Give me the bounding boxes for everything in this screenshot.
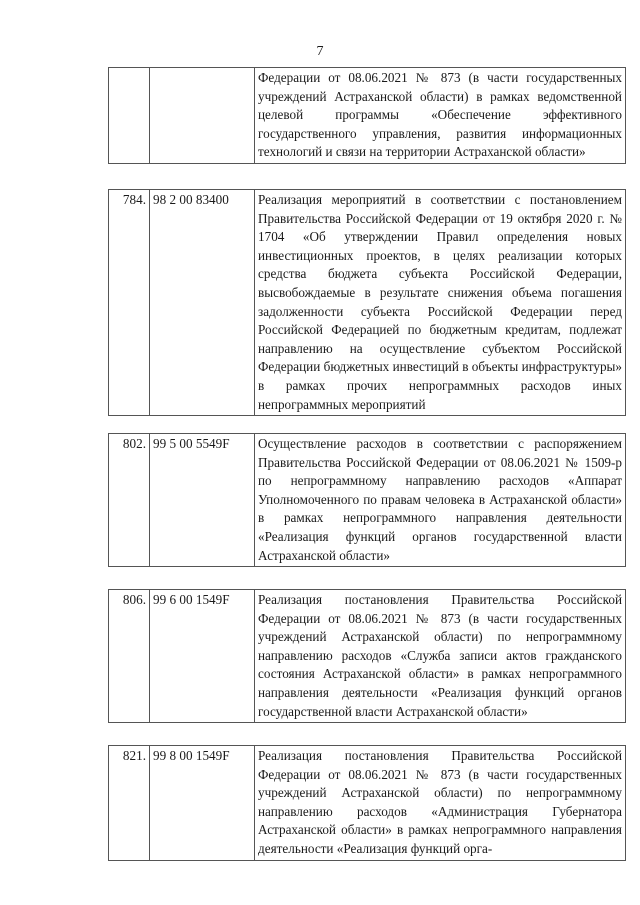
description-cell: Реализация постановления Правительства Российской Федерации от 08.06.2021 № 873 (в части государственных учреждений Астраханской области) по непрограммному направлению расходов «Служба записи актов гражданского состояния Астраханской области» в рамках непрограммного направления деятельности «Реализация функций органов государственной власти Астраханской области» [255, 590, 626, 723]
budget-table-784 [108, 189, 626, 416]
description-cell: Федерации от 08.06.2021 № 873 (в части государственных учреждений Астраханской области) в рамках ведомственной целевой программы «Обеспечение эффективного государственного управления, развития информационных технологий и связи на территории Астраханской области» [255, 68, 626, 164]
row-number-cell [109, 68, 150, 164]
budget-code-cell [150, 68, 255, 164]
table-row [109, 434, 626, 567]
budget-table-continued [108, 67, 626, 164]
table-row [109, 68, 626, 164]
page-number: 7 [316, 44, 324, 59]
budget-table-802 [108, 433, 626, 567]
budget-table-821 [108, 745, 626, 861]
table-row [109, 746, 626, 861]
description-cell: Осуществление расходов в соответствии с распоряжением Правительства Российской Федерации от 08.06.2021 № 1509-р по непрограммному направлению расходов «Аппарат Уполномоченного по правам человека в Астраханской области» в рамках непрограммного направления деятельности «Реализация функций органов государственной власти Астраханской области» [255, 434, 626, 567]
description-cell: Реализация постановления Правительства Российской Федерации от 08.06.2021 № 873 (в части государственных учреждений Астраханской области) по непрограммному направлению расходов «Администрация Губернатора Астраханской области» в рамках непрограммного направления деятельности «Реализация функций орга- [255, 746, 626, 861]
table-row [109, 590, 626, 723]
budget-code-cell: 99 6 00 1549F [150, 590, 255, 723]
table-row [109, 190, 626, 416]
budget-table-806 [108, 589, 626, 723]
budget-code-cell: 99 5 00 5549F [150, 434, 255, 567]
row-number-cell: 806. [109, 590, 150, 723]
row-number-cell: 784. [109, 190, 150, 416]
row-number-cell: 821. [109, 746, 150, 861]
budget-code-cell: 98 2 00 83400 [150, 190, 255, 416]
budget-code-cell: 99 8 00 1549F [150, 746, 255, 861]
description-cell: Реализация мероприятий в соответствии с постановлением Правительства Российской Федерации от 19 октября 2020 г. № 1704 «Об утверждении Правил определения новых инвестиционных проектов, в целях реализации которых средства бюджета субъекта Российской Федерации, высвобождаемые в результате снижения объема погашения задолженности субъекта Российской Федерации перед Российской Федерацией по бюджетным кредитам, подлежат направлению на осуществление субъектом Российской Федерации бюджетных инвестиций в объекты инфраструктуры» в рамках прочих непрограммных расходов иных непрограммных мероприятий [255, 190, 626, 416]
row-number-cell: 802. [109, 434, 150, 567]
